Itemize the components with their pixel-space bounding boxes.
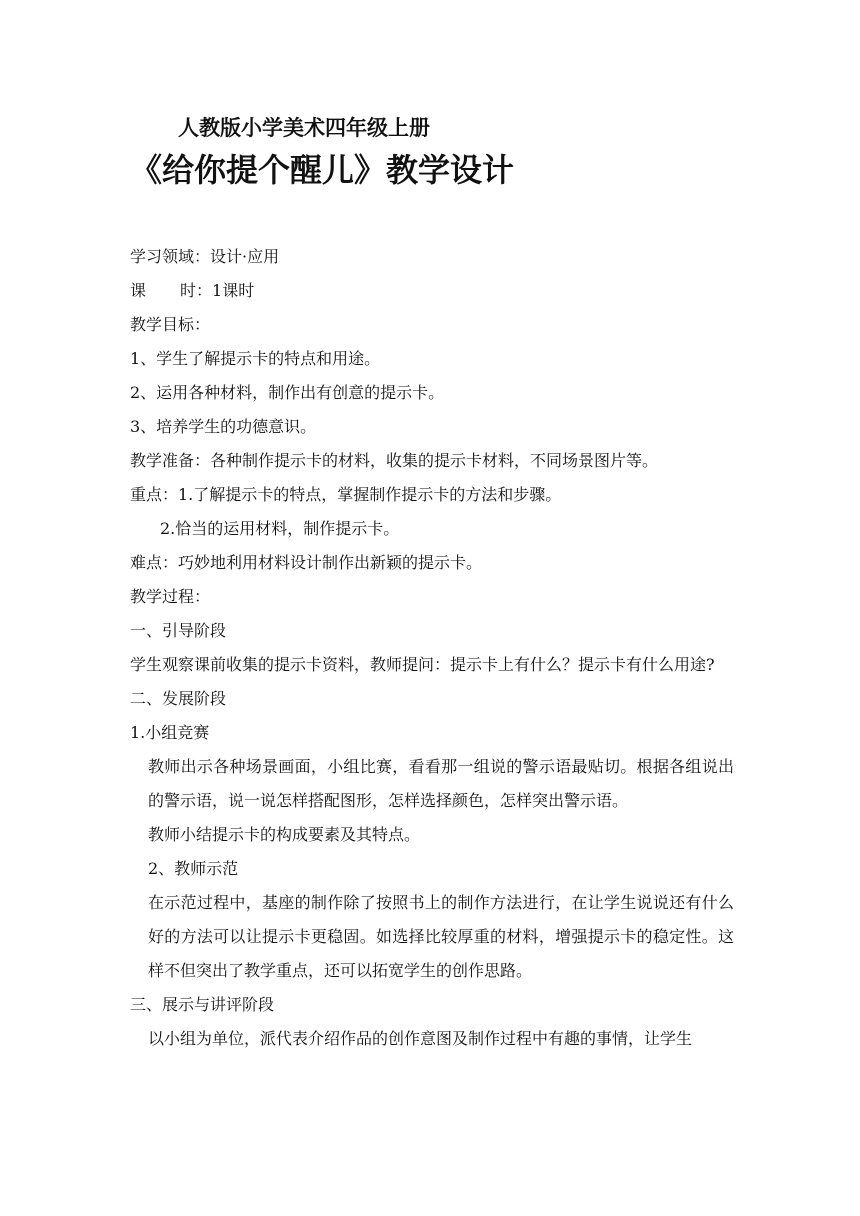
goal-item: 2、运用各种材料，制作出有创意的提示卡。 (130, 383, 445, 402)
stage3-heading: 三、展示与讲评阶段 (130, 995, 275, 1014)
difficulty-line: 难点：巧妙地利用材料设计制作出新颖的提示卡。 (130, 553, 483, 572)
hours-label-b: 时： (180, 281, 213, 300)
stage2-heading: 二、发展阶段 (130, 689, 227, 708)
field-value: 设计·应用 (210, 247, 280, 266)
stage2-sub2-heading: 2、教师示范 (148, 859, 239, 878)
stage2-sub1-paragraph: 教师出示各种场景画面，小组比赛，看看那一组说的警示语最贴切。根据各组说出的警示语，说一说怎样搭配图形，怎样选择颜色，怎样突出警示语。 (148, 757, 734, 810)
hours-label-a: 课 (130, 281, 147, 300)
field-line (130, 240, 734, 274)
goal-item: 3、培养学生的功德意识。 (130, 417, 317, 436)
hours-value: 1课时 (212, 281, 255, 300)
document-subtitle: 人教版小学美术四年级上册 (178, 116, 430, 140)
stage3-paragraph: 以小组为单位，派代表介绍作品的创作意图及制作过程中有趣的事情，让学生 (148, 1029, 693, 1048)
stage2-sub1-summary: 教师小结提示卡的构成要素及其特点。 (148, 825, 421, 844)
key-point-line-2: 2.恰当的运用材料，制作提示卡。 (160, 519, 400, 538)
goal-item: 1、学生了解提示卡的特点和用途。 (130, 349, 381, 368)
field-label: 学习领域： (130, 247, 211, 266)
stage2-sub1-heading: 1.小组竞赛 (130, 723, 210, 742)
hours-line (130, 274, 734, 308)
document-body (130, 240, 734, 1056)
stage1-heading: 一、引导阶段 (130, 621, 227, 640)
process-heading: 教学过程： (130, 587, 211, 606)
prep-line: 教学准备：各种制作提示卡的材料，收集的提示卡材料，不同场景图片等。 (130, 451, 659, 470)
stage1-paragraph: 学生观察课前收集的提示卡资料，教师提问：提示卡上有什么？提示卡有什么用途? (130, 655, 715, 674)
stage2-sub2-paragraph: 在示范过程中，基座的制作除了按照书上的制作方法进行，在让学生说说还有什么好的方法可以让提示卡更稳固。如选择比较厚重的材料，增强提示卡的稳定性。这样不但突出了教学重点，还可以拓宽学生的创作思路。 (148, 893, 734, 980)
document-title: 《给你提个醒儿》教学设计 (130, 151, 515, 189)
key-point-line-1: 重点：1.了解提示卡的特点，掌握制作提示卡的方法和步骤。 (130, 485, 562, 504)
goals-heading: 教学目标： (130, 315, 211, 334)
